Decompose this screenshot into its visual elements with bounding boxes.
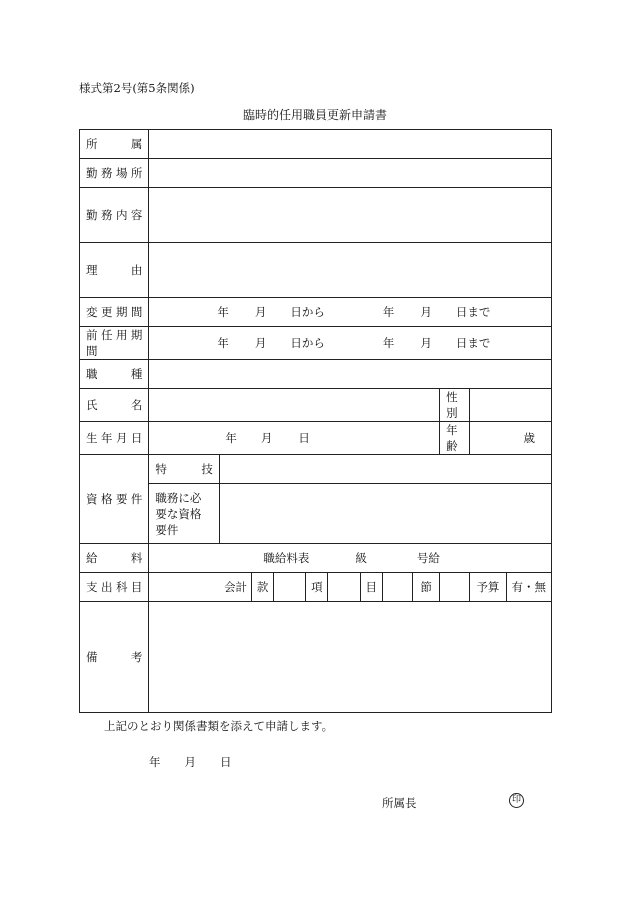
period-until: 日まで: [455, 305, 491, 319]
field-setsu[interactable]: [440, 573, 470, 602]
period-year-1: 年: [217, 305, 229, 319]
salary-step: 号給: [416, 551, 440, 565]
row-name: [80, 389, 552, 422]
form-reference: 様式第2号(第5条関係): [79, 81, 195, 95]
period-month-1: 月: [254, 305, 267, 319]
period-month-2: 月: [420, 305, 432, 319]
birth-month: 月: [260, 431, 273, 445]
row-birthdate: [80, 422, 552, 455]
footer-month: 月: [184, 755, 196, 769]
field-affiliation[interactable]: [149, 130, 552, 159]
label-name: 氏名: [80, 389, 149, 422]
label-age: 年齢: [440, 422, 470, 455]
label-salary: 給料: [80, 544, 149, 573]
age-unit: 歳: [523, 431, 535, 445]
row-expenditure: [80, 573, 552, 602]
seal-mark: 印: [509, 793, 524, 808]
label-affiliation: 所属: [80, 130, 149, 159]
row-affiliation: [80, 130, 552, 159]
birth-day: 日: [298, 431, 310, 445]
field-age[interactable]: [470, 422, 552, 455]
prev-year-1: 年: [217, 336, 229, 350]
application-statement: 上記のとおり関係書類を添えて申請します。: [104, 719, 334, 733]
label-change-period: 変更期間: [80, 298, 149, 327]
period-year-2: 年: [382, 305, 395, 319]
field-previous-period[interactable]: [149, 327, 552, 360]
row-salary: [80, 544, 552, 573]
label-gender: 性別: [440, 389, 470, 422]
budget-yes-no[interactable]: 有・無: [506, 573, 551, 602]
application-form-table: [79, 129, 552, 713]
field-required-quals[interactable]: [219, 484, 551, 544]
label-remarks: 備考: [80, 602, 149, 713]
field-special-skills[interactable]: [219, 455, 551, 484]
row-previous-period: [80, 327, 552, 360]
salary-grade: 級: [355, 551, 367, 565]
period-from: 日から: [290, 305, 325, 319]
label-previous-period: 前任用期間: [80, 327, 149, 360]
cell-account: 会計: [149, 573, 252, 602]
field-birthdate[interactable]: [149, 422, 440, 455]
cell-setsu: 節: [412, 573, 439, 602]
row-remarks: [80, 602, 552, 713]
prev-year-2: 年: [382, 336, 395, 350]
field-name[interactable]: [149, 389, 440, 422]
field-change-period[interactable]: [149, 298, 552, 327]
row-required-quals: [80, 484, 552, 544]
cell-kan: 款: [252, 573, 274, 602]
field-job-type[interactable]: [149, 360, 552, 389]
field-kan[interactable]: [274, 573, 306, 602]
row-change-period: [80, 298, 552, 327]
cell-kou: 項: [306, 573, 328, 602]
row-job-type: [80, 360, 552, 389]
row-special-skills: [80, 455, 552, 484]
cell-budget: 予算: [470, 573, 506, 602]
footer-day: 日: [220, 755, 232, 769]
label-job-type: 職種: [80, 360, 149, 389]
birth-year: 年: [225, 431, 237, 445]
application-date: [149, 754, 232, 770]
row-reason: [80, 243, 552, 298]
label-reason: 理由: [80, 243, 149, 298]
prev-month-2: 月: [420, 336, 432, 350]
salary-table: 職給料表: [263, 551, 310, 565]
label-required-quals: 職務に必要な資格要件: [149, 484, 219, 544]
label-duties: 勤務内容: [80, 188, 149, 243]
field-reason[interactable]: [149, 243, 552, 298]
field-kou[interactable]: [328, 573, 360, 602]
field-workplace[interactable]: [149, 159, 552, 188]
field-remarks[interactable]: [149, 602, 552, 713]
field-gender[interactable]: [470, 389, 552, 422]
label-workplace: 勤務場所: [80, 159, 149, 188]
label-birthdate: 生年月日: [80, 422, 149, 455]
document-title: 臨時的任用職員更新申請書: [242, 108, 387, 122]
cell-moku: 目: [360, 573, 382, 602]
prev-month-1: 月: [254, 336, 267, 350]
prev-until: 日まで: [455, 336, 491, 350]
prev-from: 日から: [290, 336, 325, 350]
label-expenditure: 支出科目: [80, 573, 149, 602]
footer-year: 年: [149, 755, 161, 769]
label-special-skills: 特技: [149, 455, 219, 484]
label-qualifications: 資格要件: [80, 455, 149, 544]
signer-label: 所属長: [382, 796, 417, 810]
field-salary[interactable]: [149, 544, 552, 573]
field-duties[interactable]: [149, 188, 552, 243]
row-duties: [80, 188, 552, 243]
row-workplace: [80, 159, 552, 188]
field-moku[interactable]: [382, 573, 412, 602]
